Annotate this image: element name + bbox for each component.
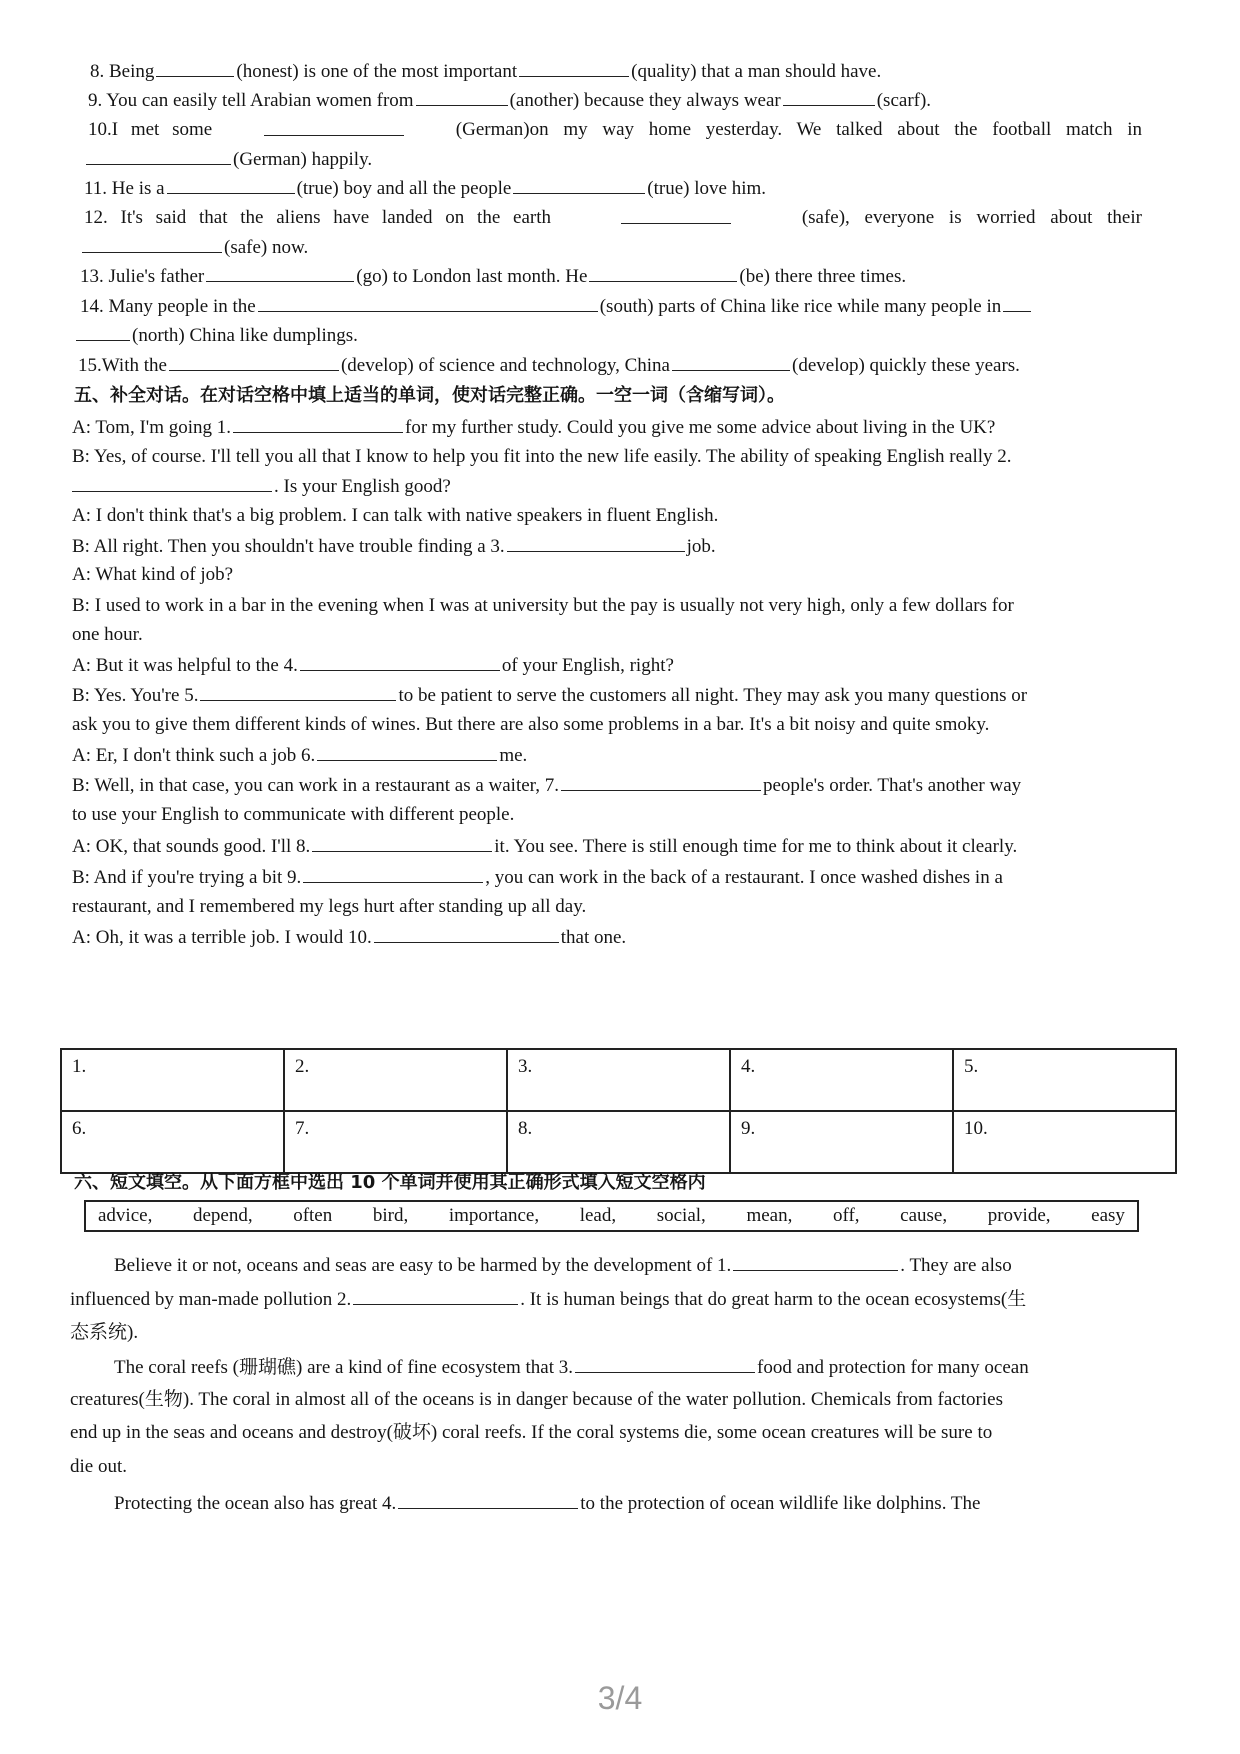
answer-blank[interactable]: [374, 924, 559, 943]
question-8: 8. Being (honest) is one of the most important (quality) that a man should have.: [90, 58, 1240, 85]
passage-line: end up in the seas and oceans and destroy(破坏) coral reefs. If the coral systems die, some ocean creatures will be sure to: [70, 1422, 993, 1443]
word-option: depend,: [192, 1205, 253, 1226]
question-12-cont: (safe) now.: [80, 234, 1240, 261]
question-12: 12. It's said that the aliens have landed on the earth (safe), everyone is worried about their: [84, 207, 1142, 228]
dialogue-line: A: I don't think that's a big problem. I can talk with native speakers in fluent English.: [72, 505, 719, 526]
dialogue-line: B: I used to work in a bar in the evening when I was at university but the pay is usually not very high, only a few dollars for: [72, 595, 1014, 616]
section-5-heading: 五、补全对话。在对话空格中填上适当的单词，使对话完整正确。一空一词（含缩写词）。: [74, 385, 785, 406]
answer-blank[interactable]: [783, 87, 875, 106]
word-option: provide,: [987, 1205, 1051, 1226]
answer-table: [60, 1048, 1177, 1174]
dialogue-line: B: Well, in that case, you can work in a restaurant as a waiter, 7. people's order. That's another way: [72, 772, 1240, 799]
section-6-heading: 六、短文填空。从下面方框中选出 10 个单词并使用其正确形式填入短文空格内: [74, 1172, 706, 1193]
answer-blank[interactable]: [561, 772, 761, 791]
question-9: 9. You can easily tell Arabian women from (another) because they always wear (scarf).: [88, 87, 1240, 114]
answer-blank[interactable]: [72, 473, 272, 492]
answer-blank[interactable]: [398, 1490, 578, 1509]
answer-cell[interactable]: 6.: [61, 1111, 284, 1173]
answer-cell[interactable]: 9.: [730, 1111, 953, 1173]
word-option: bird,: [372, 1205, 409, 1226]
answer-blank[interactable]: [300, 652, 500, 671]
answer-blank[interactable]: [86, 146, 231, 165]
answer-cell[interactable]: 10.: [953, 1111, 1176, 1173]
answer-blank[interactable]: [233, 414, 403, 433]
answer-cell[interactable]: 2.: [284, 1049, 507, 1111]
answer-cell[interactable]: 5.: [953, 1049, 1176, 1111]
dialogue-line: B: Yes. You're 5. to be patient to serve the customers all night. They may ask you many questions or: [72, 682, 1240, 709]
question-11: 11. He is a (true) boy and all the people (true) love him.: [84, 175, 1240, 202]
word-option: cause,: [900, 1205, 948, 1226]
question-10: 10.I met some (German)on my way home yesterday. We talked about the football match in: [88, 119, 1142, 140]
answer-cell[interactable]: 8.: [507, 1111, 730, 1173]
answer-blank[interactable]: [76, 322, 130, 341]
dialogue-line: ask you to give them different kinds of wines. But there are also some problems in a bar. It's a bit noisy and quite smoky.: [72, 714, 990, 735]
dialogue-line: A: But it was helpful to the 4. of your English, right?: [72, 652, 1240, 679]
word-option: social,: [656, 1205, 706, 1226]
passage-line: Protecting the ocean also has great 4. to the protection of ocean wildlife like dolphins. The: [114, 1490, 1240, 1517]
passage-line: creatures(生物). The coral in almost all of the oceans is in danger because of the water pollution. Chemicals from factories: [70, 1389, 1003, 1410]
dialogue-line: . Is your English good?: [70, 473, 1240, 500]
answer-blank[interactable]: [575, 1354, 755, 1373]
answer-blank[interactable]: [1003, 293, 1031, 312]
word-option: advice,: [98, 1205, 153, 1226]
answer-blank[interactable]: [317, 742, 497, 761]
word-option: importance,: [448, 1205, 540, 1226]
answer-cell[interactable]: 4.: [730, 1049, 953, 1111]
dialogue-line: restaurant, and I remembered my legs hurt after standing up all day.: [72, 896, 587, 917]
passage-line: Believe it or not, oceans and seas are easy to be harmed by the development of 1. . They are also: [114, 1252, 1240, 1279]
question-15: 15.With the (develop) of science and technology, China (develop) quickly these years.: [78, 352, 1240, 379]
word-option: easy: [1091, 1205, 1125, 1226]
question-14-cont: (north) China like dumplings.: [74, 322, 1240, 349]
question-10-cont: (German) happily.: [84, 146, 1240, 173]
passage-line: die out.: [70, 1456, 127, 1477]
answer-cell[interactable]: 3.: [507, 1049, 730, 1111]
question-14: 14. Many people in the (south) parts of China like rice while many people in: [80, 293, 1240, 320]
answer-blank[interactable]: [353, 1286, 518, 1305]
passage-line: influenced by man-made pollution 2. . It is human beings that do great harm to the ocean ecosystems(生: [70, 1286, 1240, 1313]
answer-blank[interactable]: [156, 58, 234, 77]
answer-blank[interactable]: [312, 833, 492, 852]
answer-blank[interactable]: [733, 1252, 898, 1271]
word-box: [84, 1200, 1139, 1232]
dialogue-line: A: Er, I don't think such a job 6. me.: [72, 742, 1240, 769]
answer-blank[interactable]: [303, 864, 483, 883]
word-option: off,: [832, 1205, 860, 1226]
answer-blank[interactable]: [167, 175, 295, 194]
answer-blank[interactable]: [589, 263, 737, 282]
answer-blank[interactable]: [82, 234, 222, 253]
page-number: 3/4: [597, 1680, 643, 1716]
dialogue-line: B: And if you're trying a bit 9. , you can work in the back of a restaurant. I once washed dishes in a: [72, 864, 1240, 891]
dialogue-line: to use your English to communicate with different people.: [72, 804, 515, 825]
dialogue-line: one hour.: [72, 624, 143, 645]
answer-blank[interactable]: [519, 58, 629, 77]
answer-blank[interactable]: [264, 117, 404, 136]
answer-blank[interactable]: [200, 682, 396, 701]
dialogue-line: A: What kind of job?: [72, 564, 234, 585]
answer-blank[interactable]: [513, 175, 645, 194]
dialogue-line: A: OK, that sounds good. I'll 8. it. You see. There is still enough time for me to think about it clearly.: [72, 833, 1240, 860]
answer-blank[interactable]: [169, 352, 339, 371]
answer-blank[interactable]: [416, 87, 508, 106]
question-13: 13. Julie's father (go) to London last month. He (be) there three times.: [80, 263, 1240, 290]
dialogue-line: A: Tom, I'm going 1. for my further study. Could you give me some advice about living in the UK?: [72, 414, 1240, 441]
passage-line: 态系统).: [70, 1322, 139, 1343]
passage-line: The coral reefs (珊瑚礁) are a kind of fine ecosystem that 3. food and protection for many ocean: [114, 1354, 1240, 1381]
answer-blank[interactable]: [621, 205, 731, 224]
answer-blank[interactable]: [672, 352, 790, 371]
dialogue-line: B: Yes, of course. I'll tell you all that I know to help you fit into the new life easily. The ability of speaking English really 2.: [72, 446, 1012, 467]
answer-blank[interactable]: [206, 263, 354, 282]
answer-blank[interactable]: [258, 293, 598, 312]
dialogue-line: B: All right. Then you shouldn't have trouble finding a 3. job.: [72, 533, 1240, 560]
answer-cell[interactable]: 7.: [284, 1111, 507, 1173]
dialogue-line: A: Oh, it was a terrible job. I would 10. that one.: [72, 924, 1240, 951]
word-option: often: [293, 1205, 333, 1226]
word-option: lead,: [579, 1205, 617, 1226]
answer-blank[interactable]: [507, 533, 685, 552]
answer-cell[interactable]: 1.: [61, 1049, 284, 1111]
word-option: mean,: [746, 1205, 793, 1226]
